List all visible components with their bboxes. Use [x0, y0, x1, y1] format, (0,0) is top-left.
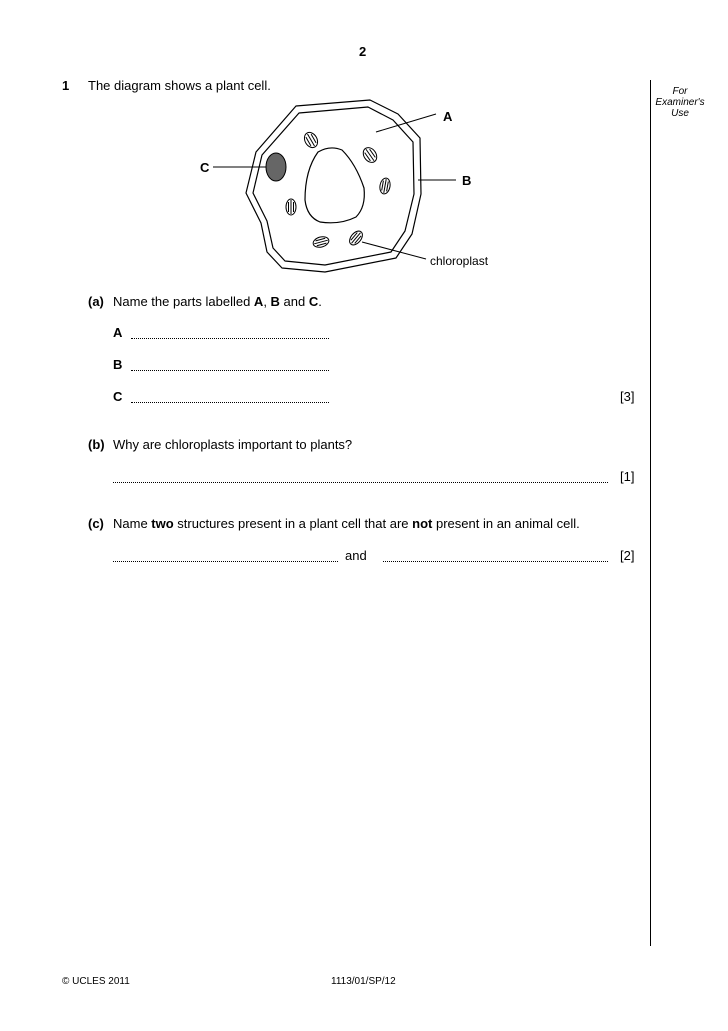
examiner-use-label: For Examiner's Use — [655, 86, 705, 119]
vacuole — [305, 148, 364, 223]
chloroplast-3 — [379, 177, 392, 194]
part-b-question: Why are chloroplasts important to plants? — [113, 437, 353, 452]
answer-line-a[interactable] — [131, 338, 329, 339]
part-c-question: Name two structures present in a plant cell that are not present in an animal cell. — [113, 516, 580, 531]
part-c-label: (c) — [88, 516, 104, 531]
answer-line-part-c-1[interactable] — [113, 561, 338, 562]
part-c-marks: [2] — [620, 548, 635, 563]
chloroplast-1 — [302, 130, 320, 150]
answer-line-b[interactable] — [131, 370, 329, 371]
answer-line-part-c-2[interactable] — [383, 561, 608, 562]
nucleus — [266, 153, 286, 181]
part-b-label: (b) — [88, 437, 105, 452]
answer-line-c[interactable] — [131, 402, 329, 403]
label-b: B — [462, 173, 472, 188]
part-a-marks: [3] — [620, 389, 635, 404]
chloroplast-6 — [347, 229, 365, 248]
label-c: C — [200, 160, 210, 175]
question-intro: The diagram shows a plant cell. — [88, 78, 271, 93]
answer-label-b: B — [113, 357, 123, 372]
leader-line-chloroplast — [362, 242, 426, 259]
plant-cell-diagram — [0, 0, 728, 300]
chloroplast-4 — [286, 199, 296, 215]
question-number: 1 — [62, 78, 70, 93]
leader-line-a — [376, 114, 436, 132]
chloroplast-2 — [360, 145, 379, 165]
part-b-marks: [1] — [620, 469, 635, 484]
part-a-label: (a) — [88, 294, 104, 309]
chloroplast-5 — [312, 235, 330, 249]
footer-copyright: © UCLES 2011 — [62, 976, 130, 987]
label-a: A — [443, 109, 453, 124]
page-number: 2 — [359, 44, 367, 59]
footer-paper-code: 1113/01/SP/12 — [331, 976, 396, 987]
part-c-and: and — [345, 548, 367, 563]
part-a-question: Name the parts labelled A, B and C. — [113, 294, 322, 309]
label-chloroplast: chloroplast — [430, 254, 489, 268]
answer-label-c: C — [113, 389, 123, 404]
answer-line-part-b[interactable] — [113, 482, 608, 483]
answer-label-a: A — [113, 325, 123, 340]
